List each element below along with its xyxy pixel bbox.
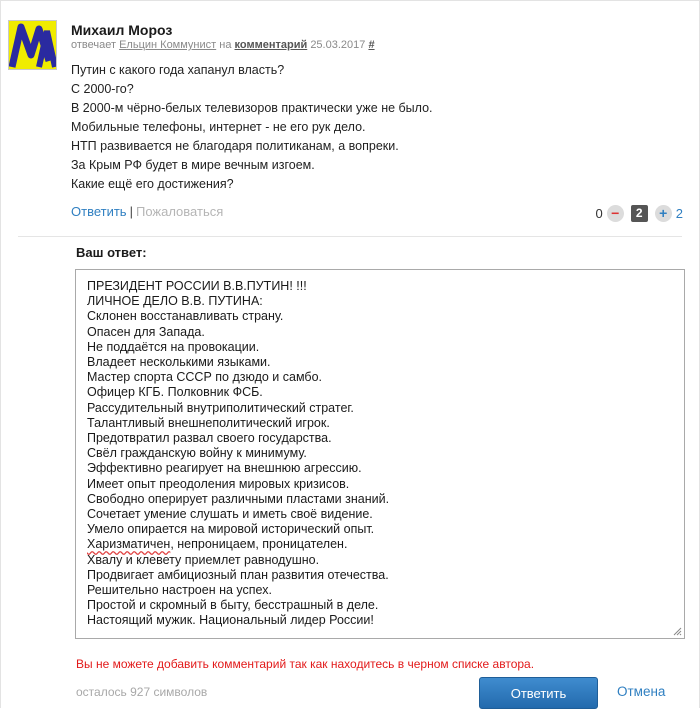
reply-line: Имеет опыт преодоления мировых кризисов. bbox=[87, 476, 350, 491]
complain-link[interactable]: Пожаловаться bbox=[135, 204, 224, 219]
comment-line: С 2000-го? bbox=[71, 82, 134, 96]
vote-widget bbox=[596, 204, 683, 222]
reply-line: Не поддаётся на провокации. bbox=[87, 339, 260, 354]
reply-line: Талантливый внешнеполитический игрок. bbox=[87, 415, 330, 430]
reply-line: Решительно настроен на успех. bbox=[87, 583, 272, 598]
minus-count: 0 bbox=[595, 205, 603, 221]
author-name[interactable]: Михаил Мороз bbox=[71, 22, 173, 38]
replies-to-prefix: отвечает bbox=[71, 39, 117, 51]
reply-line: ПРЕЗИДЕНТ РОССИИ В.В.ПУТИН! !!! bbox=[87, 279, 307, 293]
reply-form-label: Ваш ответ: bbox=[76, 245, 147, 260]
reply-line: Простой и скромный в быту, бесстрашный в деле. bbox=[87, 598, 379, 613]
comment-body bbox=[71, 61, 433, 194]
comment-line: За Крым РФ будет в мире вечным изгоем. bbox=[71, 158, 315, 172]
reply-line: Рассудительный внутриполитический стратег. bbox=[87, 400, 354, 415]
comment-line: Путин с какого года хапанул власть? bbox=[71, 63, 285, 77]
reply-textarea[interactable] bbox=[75, 269, 685, 639]
reply-link[interactable]: Ответить bbox=[71, 204, 127, 219]
vote-score: 2 bbox=[631, 205, 648, 222]
reply-line: Опасен для Запада. bbox=[87, 324, 205, 339]
avatar[interactable] bbox=[8, 20, 57, 70]
reply-line-spellcheck bbox=[87, 537, 673, 552]
comment-line: НТП развивается не благодаря политиканам, а вопреки. bbox=[71, 139, 399, 153]
chars-left-counter: осталось 927 символов bbox=[76, 685, 208, 699]
blacklist-error: Вы не можете добавить комментарий так как находитесь в черном списке автора. bbox=[76, 657, 535, 671]
reply-line: Хвалу и клевету приемлет равнодушно. bbox=[87, 552, 320, 567]
reply-line: Продвигает амбициозный план развития отечества. bbox=[87, 567, 389, 582]
comment-meta bbox=[71, 39, 375, 51]
reply-line: Эффективно реагирует на внешнюю агрессию. bbox=[87, 461, 362, 476]
misspelled-word: Харизматичен bbox=[87, 537, 171, 552]
on-word: на bbox=[219, 39, 232, 51]
reply-line-rest: , непроницаем, проницателен. bbox=[170, 537, 348, 552]
reply-line: Сочетает умение слушать и иметь своё видение. bbox=[87, 507, 373, 522]
action-separator: | bbox=[129, 204, 133, 219]
reply-line: ЛИЧНОЕ ДЕЛО В.В. ПУТИНА: bbox=[87, 294, 263, 309]
vote-down-icon[interactable]: − bbox=[607, 205, 624, 222]
reply-line: Владеет несколькими языками. bbox=[87, 355, 271, 370]
reply-line: Предотвратил развал своего государства. bbox=[87, 431, 332, 446]
comment-line: Какие ещё его достижения? bbox=[71, 177, 234, 191]
resize-grip-icon[interactable] bbox=[673, 627, 682, 636]
permalink-link[interactable]: # bbox=[368, 39, 375, 51]
divider bbox=[18, 236, 682, 237]
avatar-logo-icon bbox=[9, 21, 57, 70]
reply-line: Мастер спорта СССР по дзюдо и самбо. bbox=[87, 370, 322, 385]
vote-up-icon[interactable]: + bbox=[655, 205, 672, 222]
reply-line: Свободно оперирует различными пластами знаний. bbox=[87, 491, 390, 506]
cancel-link[interactable]: Отмена bbox=[617, 684, 666, 699]
comment-line: В 2000-м чёрно-белых телевизоров практически уже не было. bbox=[71, 101, 433, 115]
plus-count: 2 bbox=[675, 205, 683, 221]
comment-date: 25.03.2017 bbox=[310, 39, 366, 51]
comment-line: Мобильные телефоны, интернет - не его рук дело. bbox=[71, 120, 366, 134]
replies-to-user-link[interactable]: Ельцин Коммунист bbox=[119, 39, 217, 51]
reply-line: Свёл гражданскую войну к минимуму. bbox=[87, 446, 307, 461]
parent-comment-link[interactable]: комментарий bbox=[234, 39, 308, 51]
comment-actions bbox=[71, 204, 223, 219]
submit-reply-button[interactable]: Ответить bbox=[479, 677, 598, 709]
reply-line: Склонен восстанавливать страну. bbox=[87, 309, 284, 324]
reply-line: Настоящий мужик. Национальный лидер России! bbox=[87, 613, 374, 628]
reply-line: Умело опирается на мировой исторический опыт. bbox=[87, 522, 375, 537]
reply-line: Офицер КГБ. Полковник ФСБ. bbox=[87, 385, 263, 400]
